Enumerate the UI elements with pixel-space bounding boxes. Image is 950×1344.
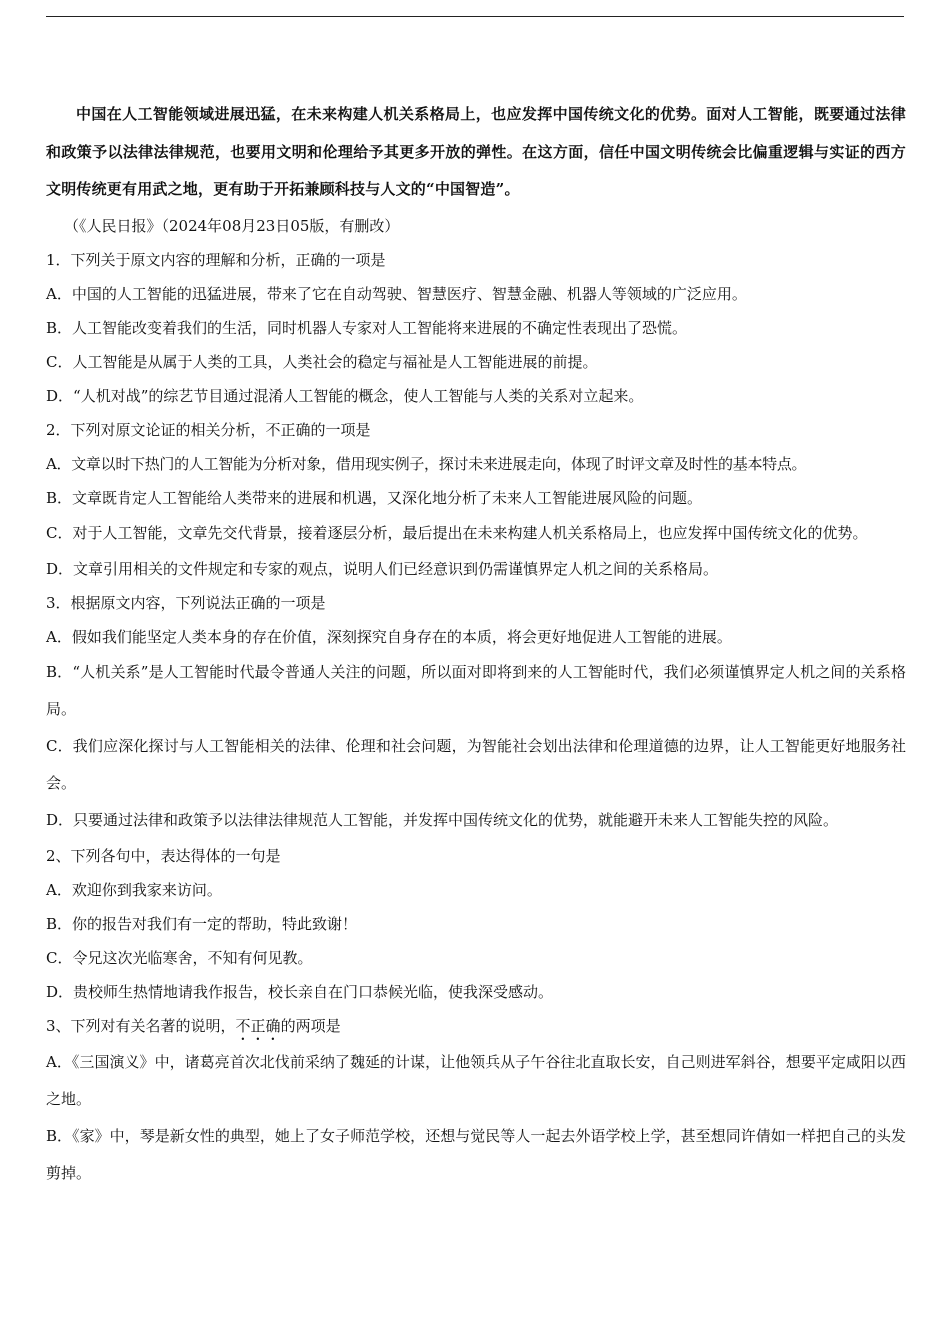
passage-paragraph: 中国在人工智能领域进展迅猛，在未来构建人机关系格局上，也应发挥中国传统文化的优势。面对人工智能，既要通过法律和政策予以法律法律规范，也要用文明和伦理给予其更多开放的弹性。在这方面，信任中国文明传统会比偏重逻辑与实证的西方文明传统更有用武之地，更有助于开拓兼顾科技与人文的“中国智造”。 (46, 105, 906, 198)
document-body (46, 96, 906, 1192)
option-b: B．“人机关系”是人工智能时代最令普通人关注的问题，所以面对即将到来的人工智能时代，我们必须谨慎界定人机之间的关系格局。 (46, 662, 906, 718)
option-c: C．我们应深化探讨与人工智能相关的法律、伦理和社会问题，为智能社会划出法律和伦理道德的边界，让人工智能更好地服务社会。 (46, 736, 906, 792)
emphasized-text: 不正确 (235, 1016, 281, 1035)
option-c: C．对于人工智能，文章先交代背景，接着逐层分析，最后提出在未来构建人机关系格局上，也应发挥中国传统文化的优势。 (46, 523, 868, 542)
option-a: A．中国的人工智能的迅猛进展，带来了它在自动驾驶、智慧医疗、智慧金融、机器人等领域的广泛应用。 (46, 284, 747, 303)
stem-text: 的两项是 (280, 1016, 341, 1035)
option-b: B．文章既肯定人工智能给人类带来的进展和机遇，又深化地分析了未来人工智能进展风险的问题。 (46, 488, 703, 507)
option-a: A．《三国演义》中，诸葛亮首次北伐前采纳了魏延的计谋，让他领兵从子午谷往北直取长安，自己则进军斜谷，想要平定咸阳以西之地。 (46, 1052, 906, 1108)
question-5 (46, 1009, 906, 1192)
option-b: B．《家》中，琴是新女性的典型，她上了女子师范学校，还想与觉民等人一起去外语学校上学，甚至想同许倩如一样把自己的头发剪掉。 (46, 1126, 906, 1182)
question-2 (46, 413, 906, 586)
question-4 (46, 839, 906, 1009)
option-c: C．令兄这次光临寒舍，不知有何见教。 (46, 948, 313, 967)
option-a: A．欢迎你到我家来访问。 (46, 880, 222, 899)
option-c: C．人工智能是从属于人类的工具，人类社会的稳定与福祉是人工智能进展的前提。 (46, 352, 598, 371)
question-3 (46, 586, 906, 839)
question-stem: 2、下列各句中，表达得体的一句是 (46, 846, 281, 865)
top-rule (46, 16, 904, 17)
stem-text: 3、下列对有关名著的说明， (46, 1016, 236, 1035)
option-d: D．只要通过法律和政策予以法律法律规范人工智能，并发挥中国传统文化的优势，就能避开未来人工智能失控的风险。 (46, 810, 839, 829)
question-stem: 2．下列对原文论证的相关分析，不正确的一项是 (46, 420, 371, 439)
option-d: D．文章引用相关的文件规定和专家的观点，说明人们已经意识到仍需谨慎界定人机之间的关系格局。 (46, 559, 719, 578)
option-d: D．“人机对战”的综艺节目通过混淆人工智能的概念，使人工智能与人类的关系对立起来。 (46, 386, 644, 405)
question-stem: 3．根据原文内容，下列说法正确的一项是 (46, 593, 326, 612)
option-a: A．假如我们能坚定人类本身的存在价值，深刻探究自身存在的本质，将会更好地促进人工智能的进展。 (46, 627, 732, 646)
question-1 (46, 243, 906, 413)
question-stem: 1．下列关于原文内容的理解和分析，正确的一项是 (46, 250, 386, 269)
option-a: A．文章以时下热门的人工智能为分析对象，借用现实例子，探讨未来进展走向，体现了时评文章及时性的基本特点。 (46, 454, 807, 473)
option-b: B．你的报告对我们有一定的帮助，特此致谢！ (46, 914, 358, 933)
question-stem (46, 1009, 906, 1044)
source-citation: （《人民日报》（2024年08月23日05版，有删改） (64, 216, 400, 235)
option-b: B．人工智能改变着我们的生活，同时机器人专家对人工智能将来进展的不确定性表现出了恐慌。 (46, 318, 688, 337)
option-d: D．贵校师生热情地请我作报告，校长亲自在门口恭候光临，使我深受感动。 (46, 982, 554, 1001)
